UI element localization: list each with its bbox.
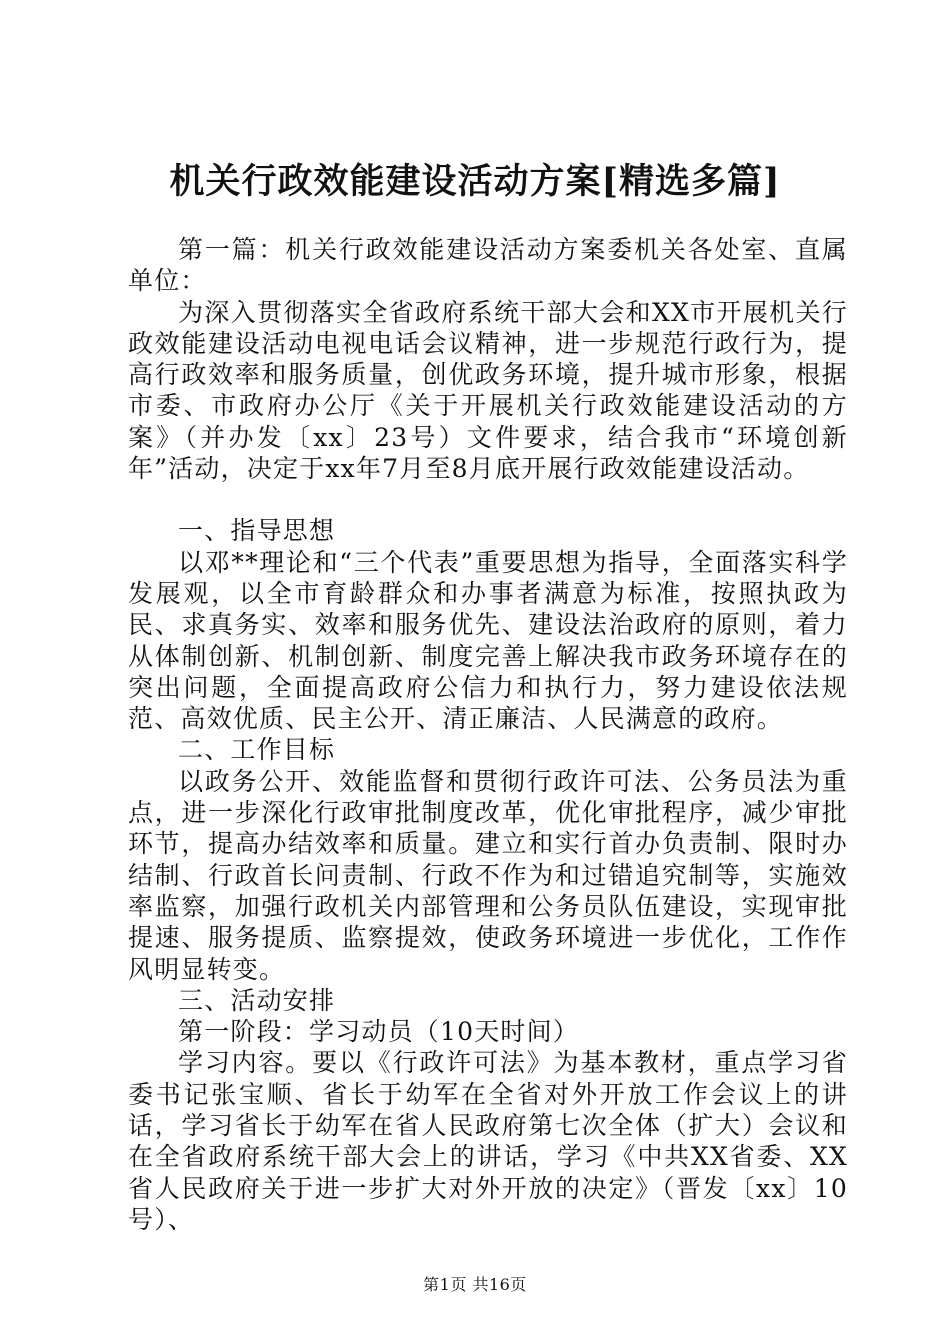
heading-phase-one: 第一阶段：学习动员（10天时间） <box>178 1017 580 1047</box>
paragraph-study-content: 学习内容。要以《行政许可法》为基本教材，重点学习省委书记张宝顺、省长于幼军在全省对外开放工作会议上的讲话，学习省长于幼军在省人民政府第七次全体（扩大）会议和在全省政府系统干部大会上的讲话，学习《中共XX省委、XX省人民政府关于进一步扩大对外开放的决定》（晋发〔xx〕10号）、 <box>128 1048 848 1234</box>
page-number: 第1页 共16页 <box>423 1275 527 1294</box>
document-body <box>128 234 848 1235</box>
document-title: 机关行政效能建设活动方案[精选多篇] <box>169 161 781 202</box>
paragraph-purpose: 为深入贯彻落实全省政府系统干部大会和XX市开展机关行政效能建设活动电视电话会议精神，进一步规范行政行为，提高行政效率和服务质量，创优政务环境，提升城市形象，根据市委、市政府办公厅《关于开展机关行政效能建设活动的方案》（并办发〔xx〕23号）文件要求，结合我市“环境创新年”活动，决定于xx年7月至8月底开展行政效能建设活动。 <box>128 297 848 484</box>
paragraph-work-goals: 以政务公开、效能监督和贯彻行政许可法、公务员法为重点，进一步深化行政审批制度改革，优化审批程序，减少审批环节，提高办结效率和质量。建立和实行首办负责制、限时办结制、行政首长问责制、行政不作为和过错追究制等，实施效率监察，加强行政机关内部管理和公务员队伍建设，实现审批提速、服务提质、监察提效，使政务环境进一步优化，工作作风明显转变。 <box>128 766 848 984</box>
paragraph-guiding-ideology: 以邓**理论和“三个代表”重要思想为指导，全面落实科学发展观，以全市育龄群众和办事者满意为标准，按照执政为民、求真务实、效率和服务优先、建设法治政府的原则，着力从体制创新、机制创新、制度完善上解决我市政务环境存在的突出问题，全面提高政府公信力和执行力，努力建设依法规范、高效优质、民主公开、清正廉洁、人民满意的政府。 <box>128 547 848 734</box>
heading-guiding-ideology: 一、指导思想 <box>178 516 336 546</box>
paragraph-spacer <box>128 484 848 515</box>
heading-activity-arrangement: 三、活动安排 <box>178 985 336 1015</box>
heading-work-goals: 二、工作目标 <box>178 735 336 765</box>
paragraph-intro: 第一篇：机关行政效能建设活动方案委机关各处室、直属单位： <box>128 235 848 296</box>
